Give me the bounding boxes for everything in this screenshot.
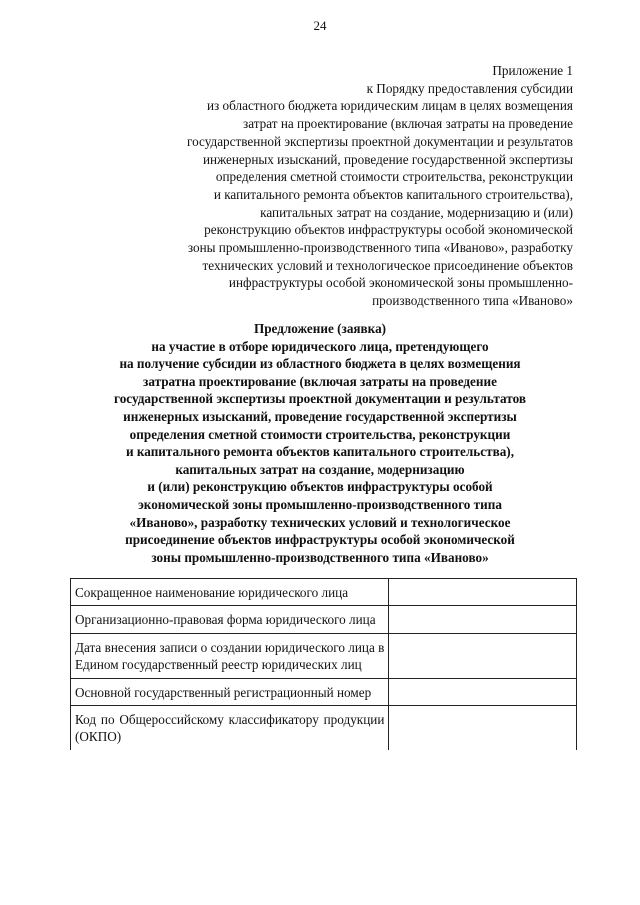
table-row xyxy=(71,606,577,633)
appendix-line: зоны промышленно-производственного типа «Иваново», разработку xyxy=(187,240,573,256)
appendix-line: из областного бюджета юридическим лицам в целях возмещения xyxy=(206,98,573,114)
row-value-ogrn[interactable] xyxy=(389,678,577,705)
table-row xyxy=(71,633,577,678)
appendix-line: технических условий и технологическое присоединение объектов xyxy=(202,257,573,273)
appendix-line: определения сметной стоимости строительства, реконструкции xyxy=(215,169,573,185)
appendix-line: реконструкцию объектов инфраструктуры особой экономической xyxy=(204,222,573,238)
appendix-line: капитальных затрат на создание, модернизацию и (или) xyxy=(260,204,573,220)
proposal-line: определения сметной стоимости строительства, реконструкции xyxy=(129,426,511,442)
appendix-line: инженерных изысканий, проведение государственной экспертизы xyxy=(202,151,573,167)
proposal-line: «Иваново», разработку технических условий и технологическое xyxy=(129,514,511,530)
row-value-okpo[interactable] xyxy=(389,706,577,750)
proposal-title xyxy=(60,320,580,566)
table-row xyxy=(71,678,577,705)
proposal-line: капитальных затрат на создание, модернизацию xyxy=(175,461,465,477)
application-form-table xyxy=(70,578,577,750)
proposal-line: и капитального ремонта объектов капитального строительства), xyxy=(125,444,514,460)
proposal-line: инженерных изысканий, проведение государственной экспертизы xyxy=(123,408,517,424)
appendix-line: Приложение 1 xyxy=(492,63,573,78)
proposal-line: экономической зоны промышленно-производственного типа xyxy=(138,496,502,512)
proposal-line: зоны промышленно-производственного типа «Иваново» xyxy=(151,549,489,565)
row-label-short-name: Сокращенное наименование юридического лица xyxy=(71,579,389,606)
appendix-line: к Порядку предоставления субсидии xyxy=(366,80,573,96)
table-row xyxy=(71,579,577,606)
table-row xyxy=(71,706,577,750)
appendix-line: затрат на проектирование (включая затраты на проведение xyxy=(243,116,573,132)
proposal-line: и (или) реконструкцию объектов инфраструктуры особой xyxy=(147,479,493,495)
proposal-line: на участие в отборе юридического лица, претендующего xyxy=(151,338,489,354)
proposal-line: присоединение объектов инфраструктуры особой экономической xyxy=(125,532,515,548)
appendix-header xyxy=(103,62,573,310)
appendix-line: производственного типа «Иваново» xyxy=(372,293,573,309)
row-value-short-name[interactable] xyxy=(389,579,577,606)
appendix-line: и капитального ремонта объектов капитального строительства), xyxy=(213,186,573,202)
row-value-legal-form[interactable] xyxy=(389,606,577,633)
row-label-registration-date: Дата внесения записи о создании юридического лица в Едином государственный реестр юридических лиц xyxy=(71,633,389,678)
appendix-line: инфраструктуры особой экономической зоны промышленно- xyxy=(228,275,573,291)
proposal-line: государственной экспертизы проектной документации и результатов xyxy=(114,391,526,407)
proposal-line: на получение субсидии из областного бюджета в целях возмещения xyxy=(119,356,521,372)
row-label-ogrn: Основной государственный регистрационный номер xyxy=(71,678,389,705)
proposal-line: затратна проектирование (включая затраты на проведение xyxy=(143,373,497,389)
row-label-okpo: Код по Общероссийскому классификатору продукции (ОКПО) xyxy=(71,706,389,750)
page-number: 24 xyxy=(313,18,327,33)
appendix-line: государственной экспертизы проектной документации и результатов xyxy=(187,133,573,149)
row-value-registration-date[interactable] xyxy=(389,633,577,678)
proposal-heading: Предложение (заявка) xyxy=(253,321,387,336)
row-label-legal-form: Организационно-правовая форма юридического лица xyxy=(71,606,389,633)
